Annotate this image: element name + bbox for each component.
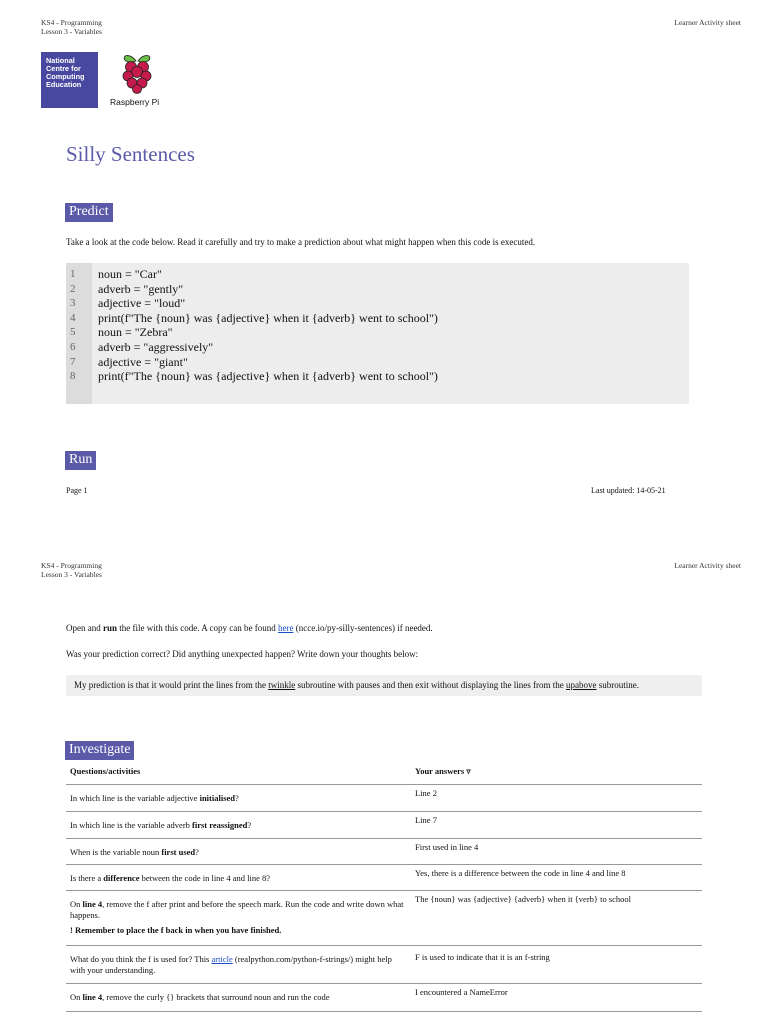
ncce-logo-line: Computing: [46, 72, 85, 81]
line-number: 2: [70, 282, 76, 295]
text-fragment: In which line is the variable adjective: [70, 792, 200, 803]
table-row: [66, 864, 702, 890]
text-fragment: Open and: [66, 623, 103, 633]
header-lesson: Lesson 3 - Variables: [41, 27, 102, 36]
line-number: 8: [70, 370, 76, 383]
raspberry-pi-logo: [110, 52, 170, 108]
text-fragment: subroutine with pauses and then exit without displaying the lines from the: [295, 680, 566, 690]
code-line: print(f"The {noun} was {adjective} when it {adverb} went to school"): [98, 310, 438, 325]
question-cell: [66, 838, 411, 864]
text-fragment: On: [70, 898, 83, 909]
text-fragment: In which line is the variable adverb: [70, 819, 193, 830]
text-bold: initialised: [199, 792, 236, 803]
text-bold: first used: [161, 846, 196, 857]
text-fragment: the file with this code. A copy can be found: [117, 623, 278, 633]
answer-cell[interactable]: The {noun} was {adjective} {adverb} when it {verb} to school: [415, 893, 632, 904]
text-fragment: (realpython.com/python-f-strings/) might help with your understanding.: [70, 953, 392, 975]
line-numbers: [70, 267, 76, 384]
question-cell: [66, 945, 411, 983]
page2-header-right: Learner Activity sheet: [674, 561, 741, 570]
text-underline: upabove: [565, 680, 597, 690]
text-underline: twinkle: [268, 680, 296, 690]
text-fragment: ?: [195, 846, 199, 857]
text-fragment: , remove the f after print and before the speech mark. Run the code and write down what happens.: [70, 898, 404, 920]
investigate-table: [66, 762, 702, 1012]
text-fragment: , remove the curly {} brackets that surround noun and run the code: [102, 991, 330, 1002]
header-course: KS4 - Programming: [41, 18, 102, 27]
code-line: adverb = "gently": [98, 281, 184, 296]
section-predict: Predict: [65, 203, 113, 222]
page2-header-left: [41, 561, 102, 579]
rpi-logo-text: Raspberry Pi: [110, 97, 160, 107]
table-row: [66, 983, 702, 1011]
code-line: noun = "Zebra": [98, 325, 173, 340]
article-link[interactable]: article: [211, 953, 233, 964]
answer-cell[interactable]: I encountered a NameError: [415, 986, 508, 997]
page1-header-left: [41, 18, 102, 36]
here-link[interactable]: here: [277, 623, 294, 633]
text-fragment: What do you think the f is used for? This: [70, 953, 212, 964]
table-row: [66, 784, 702, 811]
table-header-row: [66, 762, 702, 784]
answer-cell[interactable]: First used in line 4: [415, 841, 479, 852]
question-cell: [66, 890, 411, 945]
line-number: 7: [70, 355, 76, 368]
code-line: adverb = "aggressively": [98, 339, 214, 354]
line-number: 3: [70, 297, 76, 310]
table-row: [66, 811, 702, 838]
answer-cell[interactable]: Line 7: [415, 814, 437, 825]
text-fragment: ?: [235, 792, 239, 803]
answer-cell[interactable]: Yes, there is a difference between the code in line 4 and line 8: [415, 867, 626, 878]
code-line: print(f"The {noun} was {adjective} when it {adverb} went to school"): [98, 369, 438, 384]
question-cell: [66, 864, 411, 890]
question-cell: [66, 784, 411, 811]
text-fragment: ?: [247, 819, 252, 830]
line-number: 6: [70, 340, 76, 353]
code-line: adjective = "loud": [98, 296, 186, 311]
line-number: 1: [70, 268, 76, 280]
line-number: 4: [70, 311, 76, 324]
text-fragment: On: [70, 991, 83, 1002]
reminder-note: ! Remember to place the f back in when you have finished.: [70, 924, 282, 935]
answer-cell[interactable]: F is used to indicate that it is an f-string: [415, 951, 550, 962]
table-row: [66, 945, 702, 983]
answer-cell[interactable]: Line 2: [415, 787, 437, 798]
col-answers-header[interactable]: Your answers ▿: [415, 766, 471, 776]
text-fragment: Is there a: [70, 872, 104, 883]
footer-last-updated: Last updated: 14-05-21: [591, 486, 666, 495]
section-run: Run: [65, 451, 96, 470]
text-fragment: When is the variable noun: [70, 846, 162, 857]
ncce-logo-line: National: [46, 56, 75, 65]
text-fragment: My prediction is that it would print the lines from the: [74, 680, 269, 690]
footer-page-number: Page 1: [66, 486, 88, 495]
section-investigate: Investigate: [65, 741, 134, 760]
prediction-answer-box[interactable]: [66, 675, 702, 696]
page-title: Silly Sentences: [66, 142, 195, 166]
code-block: [66, 263, 689, 404]
text-fragment: (ncce.io/py-silly-sentences) if needed.: [293, 623, 433, 633]
question-cell: [66, 983, 411, 1011]
code-line: adjective = "giant": [98, 354, 188, 369]
table-row: [66, 838, 702, 864]
text-fragment: between the code in line 4 and line 8?: [139, 872, 270, 883]
predict-instructions: Take a look at the code below. Read it carefully and try to make a prediction about what might happen when this code is executed.: [66, 237, 536, 247]
table-row: [66, 890, 702, 945]
open-file-instructions: [66, 622, 706, 634]
raspberry-icon: [117, 52, 157, 96]
ncce-logo: [41, 52, 98, 108]
question-cell: [66, 811, 411, 838]
code-line: noun = "Car": [98, 267, 162, 281]
text-bold: line 4: [82, 991, 103, 1002]
text-bold: first reassigned: [192, 819, 248, 830]
text-bold: run: [103, 623, 118, 633]
line-number: 5: [70, 326, 76, 339]
code-lines: [98, 267, 438, 384]
header-course: KS4 - Programming: [41, 561, 102, 570]
page1-header-right: Learner Activity sheet: [674, 18, 741, 27]
header-lesson: Lesson 3 - Variables: [41, 570, 102, 579]
text-fragment: subroutine.: [596, 680, 639, 690]
prediction-question: Was your prediction correct? Did anything unexpected happen? Write down your thoughts below:: [66, 649, 419, 659]
text-bold: difference: [103, 872, 140, 883]
ncce-logo-line: Centre for: [46, 64, 81, 73]
col-questions-header: Questions/activities: [70, 766, 141, 776]
ncce-logo-line: Education: [46, 80, 82, 89]
text-bold: line 4: [82, 898, 103, 909]
